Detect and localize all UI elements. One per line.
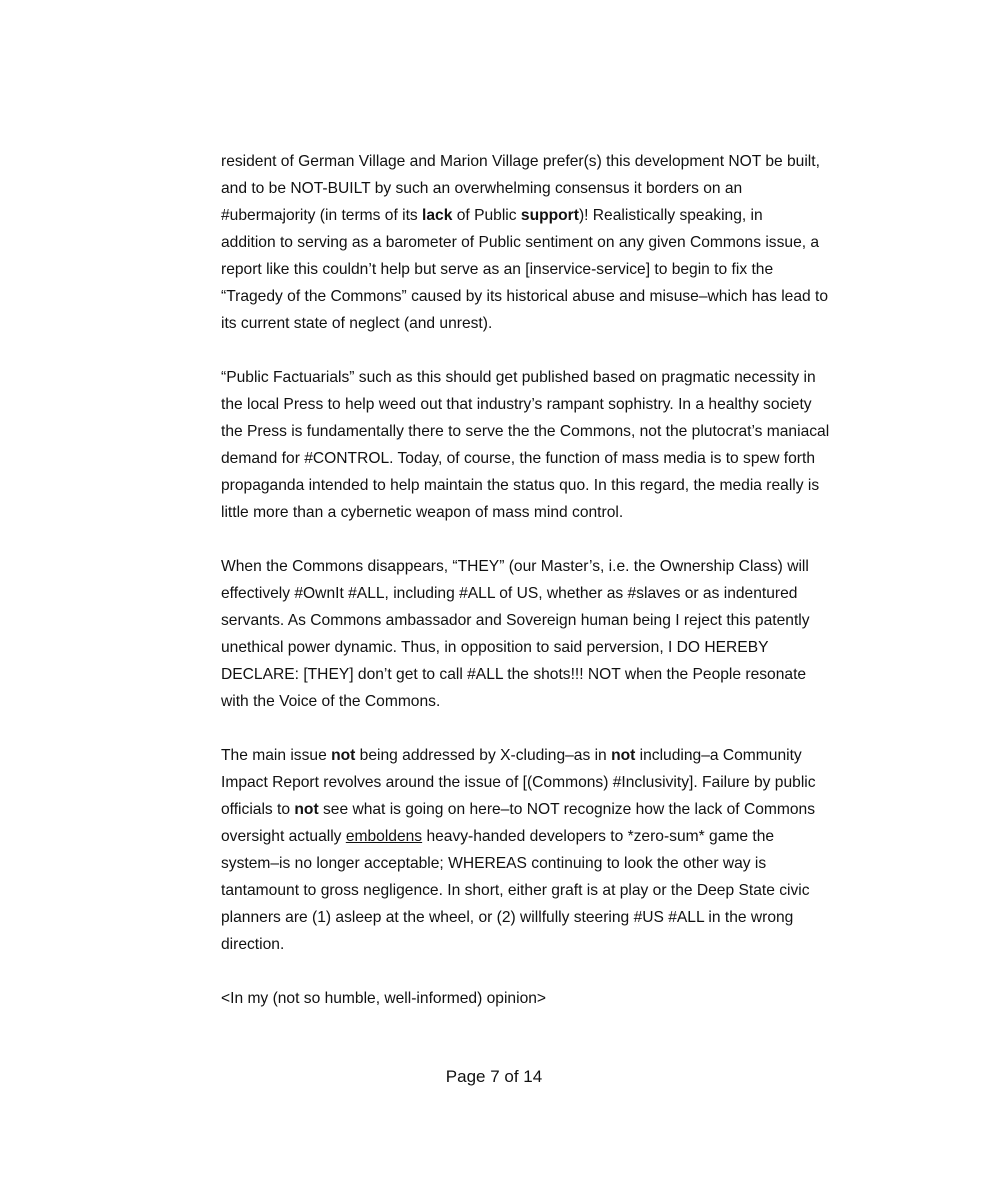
- bold-not: not: [331, 747, 356, 764]
- text-line: officials to not see what is going on here–to NOT recognize how the lack of Commons: [221, 801, 816, 818]
- underlined-emboldens: emboldens: [345, 828, 423, 845]
- paragraph-5: [221, 985, 821, 1012]
- paragraph-2: [221, 364, 830, 526]
- paragraph-3: [221, 553, 821, 715]
- text-line: <In my (not so humble, well-informed) opinion>: [221, 990, 547, 1007]
- text-line: and to be NOT-BUILT by such an overwhelming consensus it borders on an: [221, 180, 743, 197]
- text-line: When the Commons disappears, “THEY” (our Master’s, i.e. the Ownership Class) will: [221, 558, 809, 575]
- text-line: The main issue not being addressed by X-cluding–as in not including–a Community: [221, 747, 802, 764]
- bold-not: not: [294, 801, 319, 818]
- document-body: [221, 148, 830, 1012]
- text-line: oversight actually emboldens heavy-handed developers to *zero-sum* game the: [221, 828, 775, 845]
- paragraph-1: [221, 148, 829, 337]
- text-line: addition to serving as a barometer of Public sentiment on any given Commons issue, a: [221, 234, 820, 251]
- text-line: the Press is fundamentally there to serve the the Commons, not the plutocrat’s maniacal: [221, 423, 830, 440]
- text-line: propaganda intended to help maintain the status quo. In this regard, the media really is: [221, 477, 820, 494]
- text-line: effectively #OwnIt #ALL, including #ALL of US, whether as #slaves or as indentured: [221, 585, 798, 602]
- text-line: planners are (1) asleep at the wheel, or (2) willfully steering #US #ALL in the wrong: [221, 909, 794, 926]
- text-line: DECLARE: [THEY] don’t get to call #ALL the shots!!! NOT when the People resonate: [221, 666, 807, 683]
- paragraph-4: [221, 742, 821, 958]
- text-line: its current state of neglect (and unrest).: [221, 315, 493, 332]
- text-line: demand for #CONTROL. Today, of course, the function of mass media is to spew forth: [221, 450, 815, 467]
- bold-not: not: [611, 747, 636, 764]
- text-line: tantamount to gross negligence. In short, either graft is at play or the Deep State civic: [221, 882, 810, 899]
- text-line: unethical power dynamic. Thus, in opposition to said perversion, I DO HEREBY: [221, 639, 769, 656]
- text-line: little more than a cybernetic weapon of mass mind control.: [221, 504, 624, 521]
- bold-lack: lack: [422, 207, 453, 224]
- text-line: report like this couldn’t help but serve as an [inservice-service] to begin to fix the: [221, 261, 774, 278]
- text-line: servants. As Commons ambassador and Sovereign human being I reject this patently: [221, 612, 810, 629]
- text-line: #ubermajority (in terms of its lack of Public support)! Realistically speaking, in: [221, 207, 763, 224]
- text-line: resident of German Village and Marion Village prefer(s) this development NOT be built,: [221, 153, 820, 170]
- text-line: direction.: [221, 936, 285, 953]
- text-line: Impact Report revolves around the issue of [(Commons) #Inclusivity]. Failure by public: [221, 774, 816, 791]
- text-line: system–is no longer acceptable; WHEREAS continuing to look the other way is: [221, 855, 767, 872]
- text-line: “Public Factuarials” such as this should get published based on pragmatic necessity in: [221, 369, 816, 386]
- text-line: “Tragedy of the Commons” caused by its historical abuse and misuse–which has lead to: [221, 288, 829, 305]
- text-line: the local Press to help weed out that industry’s rampant sophistry. In a healthy society: [221, 396, 812, 413]
- text-line: with the Voice of the Commons.: [221, 693, 441, 710]
- bold-support: support: [520, 207, 579, 224]
- page-number: Page 7 of 14: [445, 1067, 543, 1086]
